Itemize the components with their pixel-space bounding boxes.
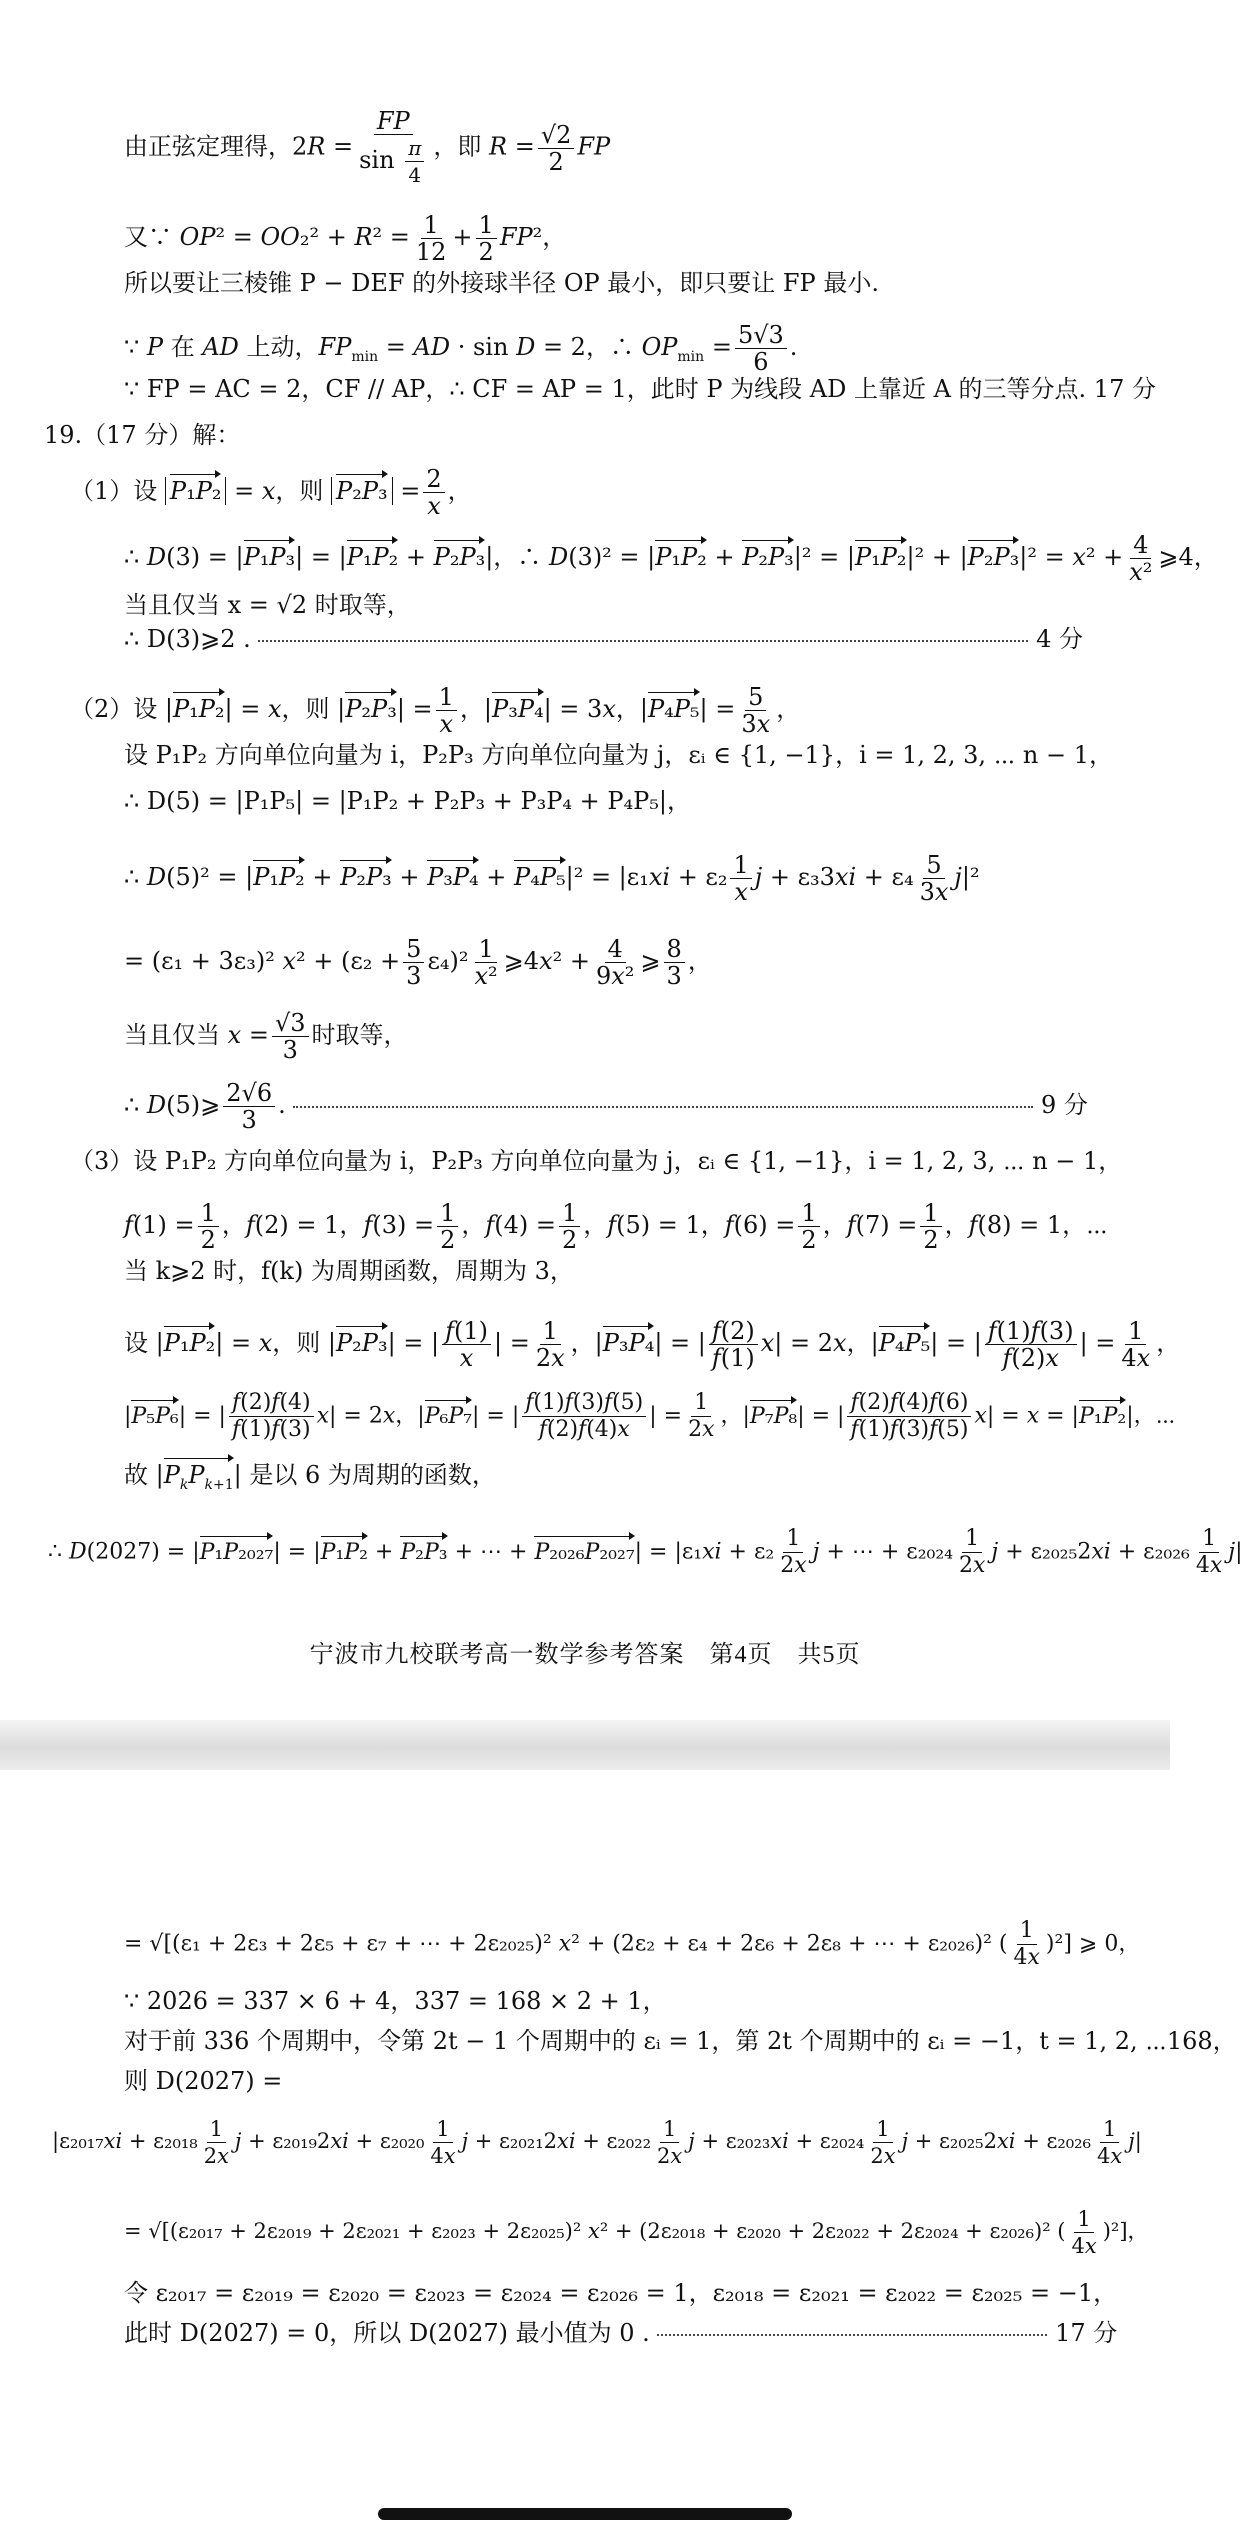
part1-setup-line: （1）设 P₁P₂ = x，则 P₂P₃ = $\frac{2}{x}$ ， [70,465,472,520]
part2-conclusion-line: ∴ D(5)⩾ $\frac{2√6}{3}$ . 9 分 [124,1079,1088,1134]
period-count-line: ∵ 2026 = 337 × 6 + 4，337 = 168 × 2 + 1， [124,1987,667,2015]
part3-lengths-line-2: |P₅P₆| = | $\frac{f(2)f(4)}{f(1)f(3)}$ x| = 2x，|P₆P₇| = | $\frac{f(1)f(3)f(5)}{f(2)f(4)x}$ | = $\frac{1}{2x}$ ，|P₇P₈| = | $\frac{f(2)f(4)f(6)}{f(1)f(3)f(5)}$ x| = x = |P₁P₂|，⋯ [124,1390,1176,1442]
page-separator [0,1720,1170,1770]
law-of-sines-line: 由正弦定理得，2R = FP sin $\frac{\pi}{4}$ ，即 R = $\frac{√2}{2}$ FP [124,107,611,187]
op-squared-line: 又∵ OP² = OO₂² + R² = $\frac{1}{12}$ + $\frac{1}{2}$ FP²， [124,211,567,266]
problem-19-heading: 19.（17 分）解： [44,421,241,449]
part2-d5-squared-line: ∴ D(5)² = |P₁P₂ + P₂P₃ + P₃P₄ + P₄P₅|² = |ε₁xi + ε₂ $\frac{1}{x}$ j + ε₃3xi + ε₄ $\frac{5}{3x}$ j|² [124,851,980,906]
part2-equality-line: 当且仅当 x = $\frac{√3}{3}$ 时取等， [124,1009,408,1064]
part2-d5-line: ∴ D(5) = |P₁P₅| = |P₁P₂ + P₂P₃ + P₃P₄ + P₄P₅|， [124,787,692,815]
part3-period-6-line: 故 $|P_kP_{k+1}|$ 是以 6 为周期的函数， [124,1460,496,1500]
part3-period-line: 当 k⩾2 时，f(k) 为周期函数，周期为 3， [124,1257,574,1285]
d2027-sqrt-line: = √[(ε₂₀₁₇ + 2ε₂₀₁₉ + 2ε₂₀₂₁ + ε₂₀₂₃ + 2ε₂₀₂₅)² x² + (2ε₂₀₁₈ + ε₂₀₂₀ + 2ε₂₀₂₂ + 2ε₂₀₂₄ + ε₂₀₂₆)² ( $\frac{1}{4x}$ )²]， [124,2207,1149,2258]
part2-expansion-line: = (ε₁ + 3ε₃)² x² + (ε₂ + $\frac{5}{3}$ ε₄)² $\frac{1}{\text{x²}}$ ⩾4x² + $\frac{4}{\text{9x²}}$ ⩾ $\frac{8}{3}$ ， [124,935,712,990]
part3-d2027-line: ∴ D(2027) = |P₁P₂₀₂₇| = |P₁P₂ + P₂P₃ + ⋯ + P₂₀₂₆P₂₀₂₇| = |ε₁xi + ε₂ $\frac{1}{2x}$ j + ⋯ + ε₂₀₂₄ $\frac{1}{2x}$ j + ε₂₀₂₅2xi + ε₂₀₂₆ $\frac{1}{4x}$ j| [48,1526,1243,1578]
page-footer: 宁波市九校联考高一数学参考答案 第4页 共5页 [309,1642,861,1668]
part3-f-values-line: f(1) = $\frac{1}{2}$ ，f(2) = 1，f(3) = $\frac{1}{2}$ ，f(4) = $\frac{1}{2}$ ，f(5) = 1，f(6) = $\frac{1}{2}$ ，f(7) = $\frac{1}{2}$ ，f(8) = 1，⋯ [124,1199,1108,1254]
part3-lengths-line-1: 设 |P₁P₂| = x，则 |P₂P₃| = | $\frac{f(1)}{x}$ | = $\frac{1}{2x}$ ，|P₃P₄| = | $\frac{f(2)}{f(1)}$ x| = 2x，|P₄P₅| = | $\frac{f(1)f(3)}{f(2)x}$ | = $\frac{1}{4x}$ ， [124,1317,1181,1372]
part1-d3-line: ∴ D(3) = |P₁P₃| = |P₁P₂ + P₂P₃|，∴ D(3)² = |P₁P₂ + P₂P₃|² = |P₁P₂|² + |P₂P₃|² = x² + $\frac{4}{\text{x²}}$ ⩾4， [124,531,1218,586]
part3-unit-vector-line: （3）设 P₁P₂ 方向单位向量为 i，P₂P₃ 方向单位向量为 j，εᵢ ∈ {1, −1}，i = 1, 2, 3, ⋯ n − 1， [70,1147,1123,1175]
part1-equality-line: 当且仅当 x = √2 时取等， [124,591,411,619]
d2027-intro-line: 则 D(2027) = [124,2067,283,2095]
final-conclusion-line: 此时 D(2027) = 0，所以 D(2027) 最小值为 0 . 17 分 [124,2319,1118,2347]
trisection-point-line: ∵ FP = AC = 2，CF // AP，∴ CF = AP = 1，此时 P 为线段 AD 上靠近 A 的三等分点. 17 分 [124,375,1156,403]
fp-min-line: ∵ P 在 AD 上动，$FP_{min}$ = AD · sin D = 2，∴ $OP_{min}$ = $\frac{5√3}{6}$ . [124,321,798,376]
home-indicator[interactable] [378,2508,792,2520]
min-radius-line: 所以要让三棱锥 P − DEF 的外接球半径 OP 最小，即只要让 FP 最小. [124,269,879,297]
epsilon-assignment-line: 对于前 336 个周期中，令第 2t − 1 个周期中的 εᵢ = 1，第 2t 个周期中的 εᵢ = −1，t = 1, 2, ⋯168， [124,2027,1237,2055]
part2-unit-vector-line: 设 P₁P₂ 方向单位向量为 i，P₂P₃ 方向单位向量为 j，εᵢ ∈ {1, −1}，i = 1, 2, 3, ⋯ n − 1， [124,741,1114,769]
d2027-tail-sum-line: |ε₂₀₁₇xi + ε₂₀₁₈ $\frac{1}{2x}$ j + ε₂₀₁₉2xi + ε₂₀₂₀ $\frac{1}{4x}$ j + ε₂₀₂₁2xi + ε₂₀₂₂ $\frac{1}{2x}$ j + ε₂₀₂₃xi + ε₂₀₂₄ $\frac{1}{2x}$ j + ε₂₀₂₅2xi + ε₂₀₂₆ $\frac{1}{4x}$ j| [52,2117,1142,2168]
part2-setup-line: （2）设 |P₁P₂| = x，则 |P₂P₃| = $\frac{1}{x}$ ，|P₃P₄| = 3x，|P₄P₅| = $\frac{5}{3x}$ ， [70,683,801,738]
answer-page-5 [0,1770,1237,2532]
epsilon-choice-line: 令 ε₂₀₁₇ = ε₂₀₁₉ = ε₂₀₂₀ = ε₂₀₂₃ = ε₂₀₂₄ = ε₂₀₂₆ = 1，ε₂₀₁₈ = ε₂₀₂₁ = ε₂₀₂₂ = ε₂₀₂₅ = −1， [124,2279,1118,2307]
part1-conclusion-line: ∴ D(3)⩾2 . 4 分 [124,625,1083,653]
sqrt-expression-line: = √[(ε₁ + 2ε₃ + 2ε₅ + ε₇ + ⋯ + 2ε₂₀₂₅)² x² + (2ε₂ + ε₄ + 2ε₆ + 2ε₈ + ⋯ + ε₂₀₂₆)² ( $\frac{1}{4x}$ )²] ⩾ 0， [124,1918,1141,1970]
